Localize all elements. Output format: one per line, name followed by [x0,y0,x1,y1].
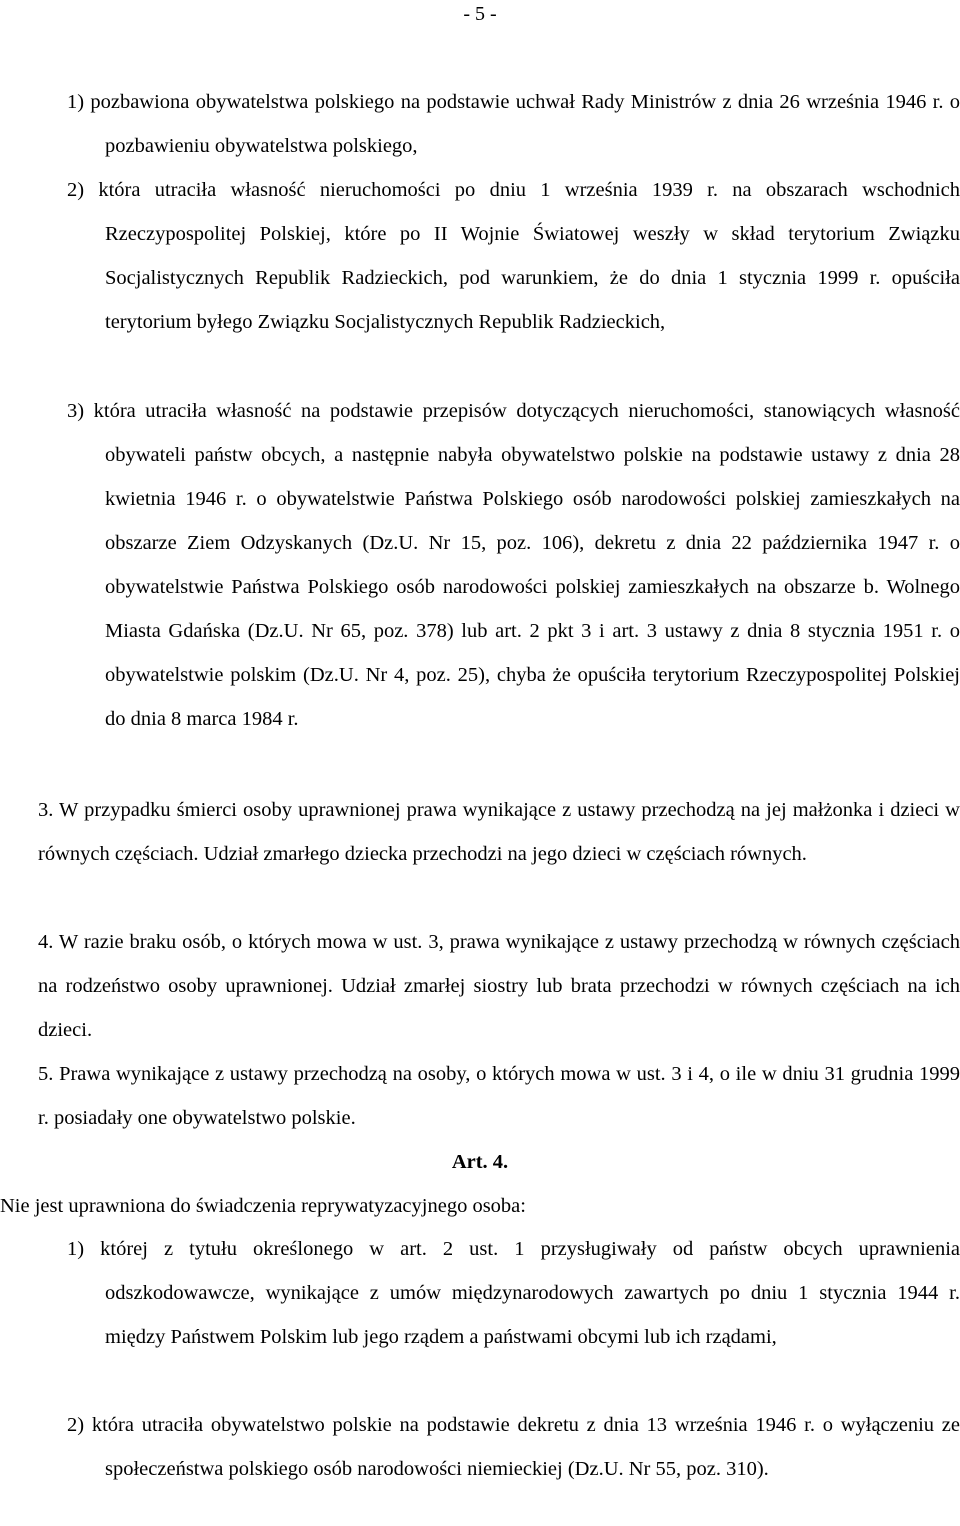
paragraph-3: 3. W przypadku śmierci osoby uprawnionej prawa wynikające z ustawy przechodzą na jej małżonka i dzieci w równych częściach. Udział zmarłego dziecka przechodzi na jego dzieci w częściach równych. [38,799,960,865]
list-item-3: 3) która utraciła własność na podstawie przepisów dotyczących nieruchomości, stanowiących własność obywateli państw obcych, a następnie nabyła obywatelstwo polskie na podstawie ustawy z dnia 28 kwietnia 1946 r. o obywatelstwie Państwa Polskiego osób narodowości polskiej zamieszkałych na obszarze Ziem Odzyskanych (Dz.U. Nr 15, poz. 106), dekretu z dnia 22 października 1947 r. o obywatelstwie Państwa Polskiego osób narodowości polskiej zamieszkałych na obszarze b. Wolnego Miasta Gdańska (Dz.U. Nr 65, poz. 378) lub art. 2 pkt 3 i art. 3 ustawy z dnia 8 stycznia 1951 r. o obywatelstwie polskim (Dz.U. Nr 4, poz. 25), chyba że opuściła terytorium Rzeczypospolitej Polskiej do dnia 8 marca 1984 r. [67,400,960,730]
paragraph-5: 5. Prawa wynikające z ustawy przechodzą na osoby, o których mowa w ust. 3 i 4, o ile w dniu 31 grudnia 1999 r. posiadały one obywatelstwo polskie. [38,1063,960,1129]
article-heading: Art. 4. [451,1151,509,1173]
paragraph-4: 4. W razie braku osób, o których mowa w ust. 3, prawa wynikające z ustawy przechodzą w równych częściach na rodzeństwo osoby uprawnionej. Udział zmarłej siostry lub brata przechodzi w równych częściach na ich dzieci. [38,931,960,1041]
list-item-art4-2: 2) która utraciła obywatelstwo polskie na podstawie dekretu z dnia 13 września 1946 r. o wyłączeniu ze społeczeństwa polskiego osób narodowości niemieckiej (Dz.U. Nr 55, poz. 310). [67,1414,960,1480]
list-item-1: 1) pozbawiona obywatelstwa polskiego na podstawie uchwał Rady Ministrów z dnia 26 września 1946 r. o pozbawieniu obywatelstwa polskiego, [67,91,960,157]
list-item-art4-1: 1) której z tytułu określonego w art. 2 ust. 1 przysługiwały od państw obcych uprawnienia odszkodowawcze, wynikające z umów międzynarodowych zawartych po dniu 1 stycznia 1944 r. między Państwem Polskim lub jego rządem a państwami obcymi lub ich rządami, [67,1238,960,1348]
page-number: - 5 - [463,3,497,25]
article-intro: Nie jest uprawniona do świadczenia reprywatyzacyjnego osoba: [0,1195,526,1217]
list-item-2: 2) która utraciła własność nieruchomości po dniu 1 września 1939 r. na obszarach wschodnich Rzeczypospolitej Polskiej, które po II Wojnie Światowej weszły w skład terytorium Związku Socjalistycznych Republik Radzieckich, pod warunkiem, że do dnia 1 stycznia 1999 r. opuściła terytorium byłego Związku Socjalistycznych Republik Radzieckich, [67,179,960,333]
